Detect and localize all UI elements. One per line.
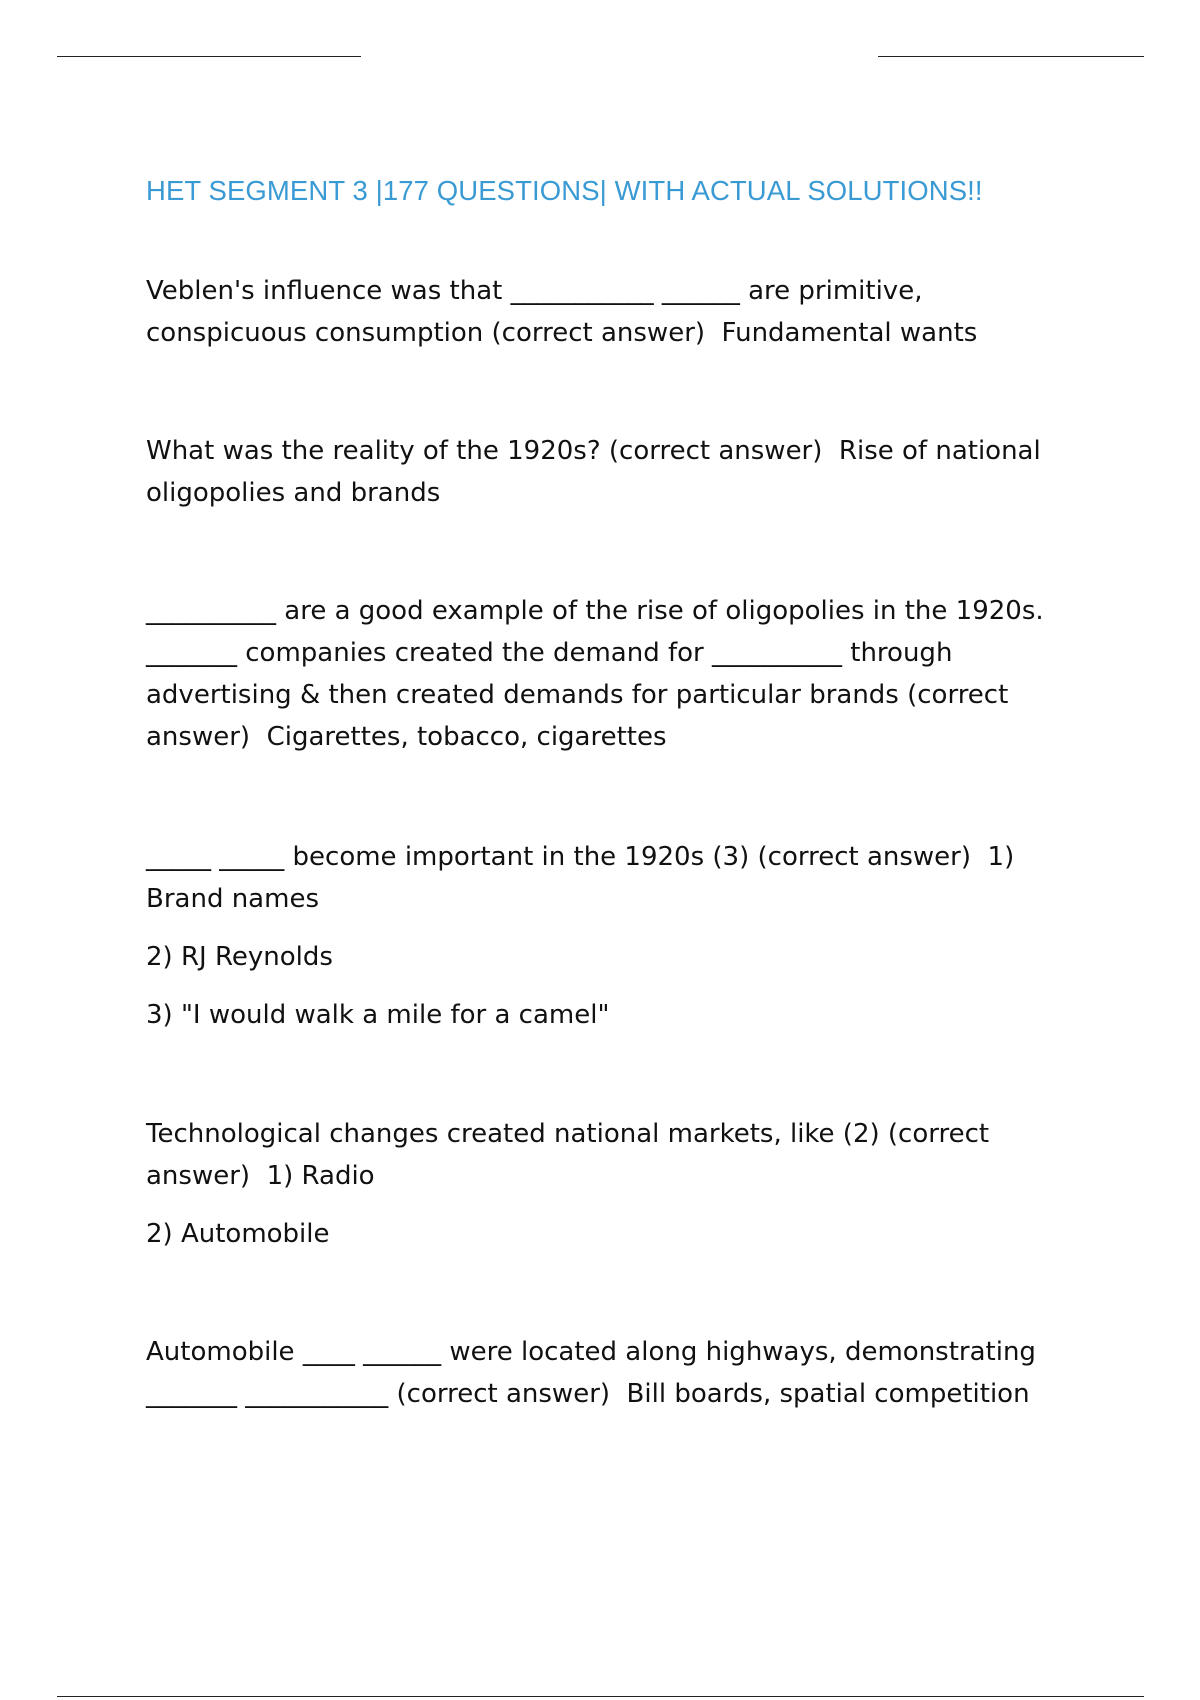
question-answer-item — [146, 430, 1086, 514]
answer-continuation: 2) Automobile — [146, 1219, 330, 1249]
answer-continuation: 2) RJ Reynolds — [146, 942, 333, 972]
question-answer-item — [146, 836, 1086, 1036]
question-text: _____ _____ become important in the 1920s (3) (correct answer) 1) Brand names — [146, 842, 1015, 914]
question-answer-item — [146, 590, 1086, 758]
question-text: Automobile ____ ______ were located along highways, demonstrating _______ ___________ (correct answer) Bill boards, spatial competition — [146, 1337, 1036, 1409]
question-text: Veblen's influence was that ___________ ______ are primitive, conspicuous consumption (correct answer) Fundamental wants — [146, 276, 978, 348]
footer-rule — [57, 1696, 1144, 1697]
answer-continuation: 3) "I would walk a mile for a camel" — [146, 1000, 610, 1030]
question-answer-item — [146, 1331, 1086, 1415]
question-text: Technological changes created national markets, like (2) (correct answer) 1) Radio — [146, 1119, 990, 1191]
document-title: HET SEGMENT 3 |177 QUESTIONS| WITH ACTUAL SOLUTIONS!! — [146, 175, 983, 206]
question-text: What was the reality of the 1920s? (correct answer) Rise of national oligopolies and brands — [146, 436, 1041, 508]
header-rule-left — [57, 56, 361, 57]
question-answer-item — [146, 270, 1086, 354]
question-text: __________ are a good example of the rise of oligopolies in the 1920s. _______ companies created the demand for __________ through advertising & then created demands for particular brands (correct answer) Cigarettes, tobacco, cigarettes — [146, 596, 1044, 752]
question-answer-item — [146, 1113, 1086, 1255]
header-rule-right — [878, 56, 1144, 57]
